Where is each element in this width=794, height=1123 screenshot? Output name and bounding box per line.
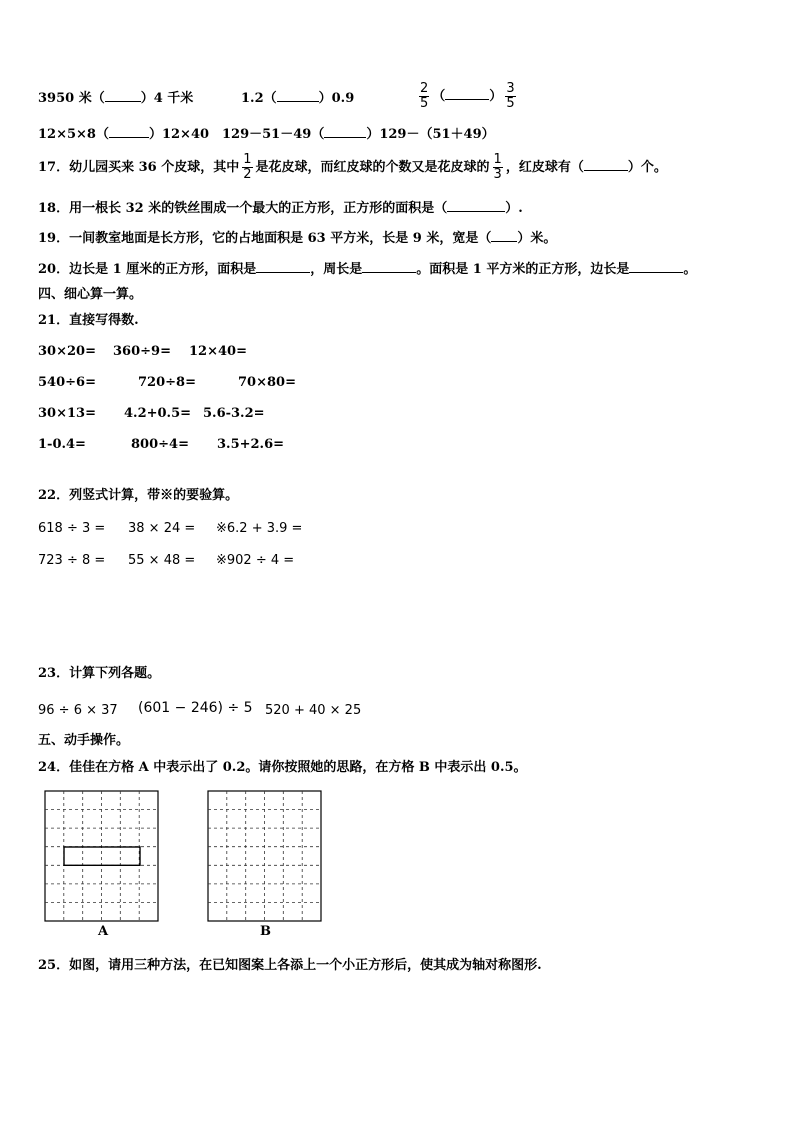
q22-item: ※6.2 + 3.9 = — [216, 521, 303, 536]
q21-item: 3.5+2.6= — [217, 437, 285, 452]
text: 18．用一根长 32 米的铁丝围成一个最大的正方形，正方形的面积是（ — [38, 201, 448, 216]
section-heading-4: 四、细心算一算。 — [38, 287, 143, 302]
q22-item: 55 × 48 = — [128, 553, 196, 568]
text: 是花皮球，而红皮球的个数又是花皮球的 — [255, 160, 490, 175]
q23-item: 520 + 40 × 25 — [265, 703, 362, 718]
q21-item: 30×20= — [38, 344, 96, 359]
numerator: 1 — [493, 152, 502, 167]
text: 3950 米（ — [38, 91, 105, 106]
q21-item: 30×13= — [38, 406, 96, 421]
text: ，红皮球有（ — [505, 160, 584, 175]
text: 19．一间教室地面是长方形，它的占地面积是 63 平方米，长是 9 米，宽是（ — [38, 231, 492, 246]
question-21-title: 21．直接写得数. — [38, 313, 139, 328]
text: ）0.9 — [318, 91, 355, 106]
text: ）4 千米 — [140, 91, 194, 106]
q22-item: ※902 ÷ 4 = — [216, 553, 295, 568]
question-23-title: 23．计算下列各题。 — [38, 666, 161, 681]
q21-item: 12×40= — [189, 344, 247, 359]
q21-item: 5.6-3.2= — [203, 406, 265, 421]
compare-row1-a — [38, 89, 193, 107]
q22-item: 38 × 24 = — [128, 521, 196, 536]
text: ）. — [505, 201, 523, 216]
q21-item: 800÷4= — [131, 437, 189, 452]
text: 20．边长是 1 厘米的正方形，面积是 — [38, 262, 257, 277]
grid-a-label: A — [98, 924, 109, 939]
denominator: 5 — [506, 96, 515, 111]
answer-blank[interactable] — [447, 199, 505, 212]
question-17 — [38, 151, 667, 185]
denominator: 3 — [493, 167, 502, 182]
q21-item: 360÷9= — [113, 344, 171, 359]
fraction — [493, 153, 503, 182]
q21-item: 720÷8= — [138, 375, 196, 390]
text: ） — [489, 89, 503, 104]
q23-item: 96 ÷ 6 × 37 — [38, 703, 118, 718]
question-25-title: 25．如图，请用三种方法，在已知图案上各添上一个小正方形后，使其成为轴对称图形. — [38, 958, 542, 973]
grid-b[interactable] — [203, 785, 327, 927]
text: ）12×40 — [148, 127, 210, 142]
answer-blank[interactable] — [105, 89, 141, 102]
question-19 — [38, 229, 556, 247]
compare-row2-b — [222, 125, 495, 143]
fraction — [242, 153, 252, 182]
compare-row2-a — [38, 125, 209, 143]
answer-blank[interactable] — [629, 260, 683, 273]
question-24-title: 24．佳佳在方格 A 中表示出了 0.2。请你按照她的思路，在方格 B 中表示出 0.5。 — [38, 760, 527, 775]
question-22-title: 22．列竖式计算，带※的要验算。 — [38, 488, 239, 503]
section-heading-5: 五、动手操作。 — [38, 733, 130, 748]
text: ）个。 — [627, 160, 667, 175]
text: （ — [432, 89, 446, 104]
numerator: 3 — [506, 81, 515, 96]
text: 12×5×8（ — [38, 127, 109, 142]
numerator: 2 — [420, 81, 429, 96]
grid-a — [40, 785, 164, 927]
answer-blank[interactable] — [109, 125, 149, 138]
q22-item: 618 ÷ 3 = — [38, 521, 106, 536]
answer-blank[interactable] — [491, 229, 517, 242]
fraction — [505, 82, 515, 111]
answer-blank[interactable] — [362, 260, 416, 273]
text: ）129－（51＋49） — [366, 127, 495, 142]
answer-blank[interactable] — [445, 87, 489, 100]
text: 17．幼儿园买来 36 个皮球，其中 — [38, 160, 240, 175]
numerator: 1 — [243, 152, 252, 167]
denominator: 2 — [243, 167, 252, 182]
text: 129－51－49（ — [222, 127, 325, 142]
grid-a-lines — [45, 791, 158, 921]
q21-item: 1-0.4= — [38, 437, 86, 452]
denominator: 5 — [420, 96, 429, 111]
q21-item: 540÷6= — [38, 375, 96, 390]
compare-row1-b — [241, 89, 354, 107]
text: 。 — [683, 262, 697, 277]
answer-blank[interactable] — [324, 125, 366, 138]
q22-item: 723 ÷ 8 = — [38, 553, 106, 568]
grid-a-highlight — [64, 847, 140, 865]
text: ，周长是 — [310, 262, 363, 277]
answer-blank[interactable] — [256, 260, 310, 273]
fraction — [419, 82, 429, 111]
question-20 — [38, 260, 696, 278]
compare-row1-c — [416, 80, 519, 114]
q21-item: 70×80= — [238, 375, 296, 390]
answer-blank[interactable] — [277, 89, 319, 102]
grid-b-lines — [208, 791, 321, 921]
question-18 — [38, 199, 523, 217]
grid-b-label: B — [260, 924, 271, 939]
text: 1.2（ — [241, 91, 277, 106]
text: ）米。 — [517, 231, 557, 246]
text: 。面积是 1 平方米的正方形，边长是 — [416, 262, 630, 277]
q23-item: (601 − 246) ÷ 5 — [138, 700, 253, 716]
answer-blank[interactable] — [584, 158, 628, 171]
q21-item: 4.2+0.5= — [124, 406, 192, 421]
